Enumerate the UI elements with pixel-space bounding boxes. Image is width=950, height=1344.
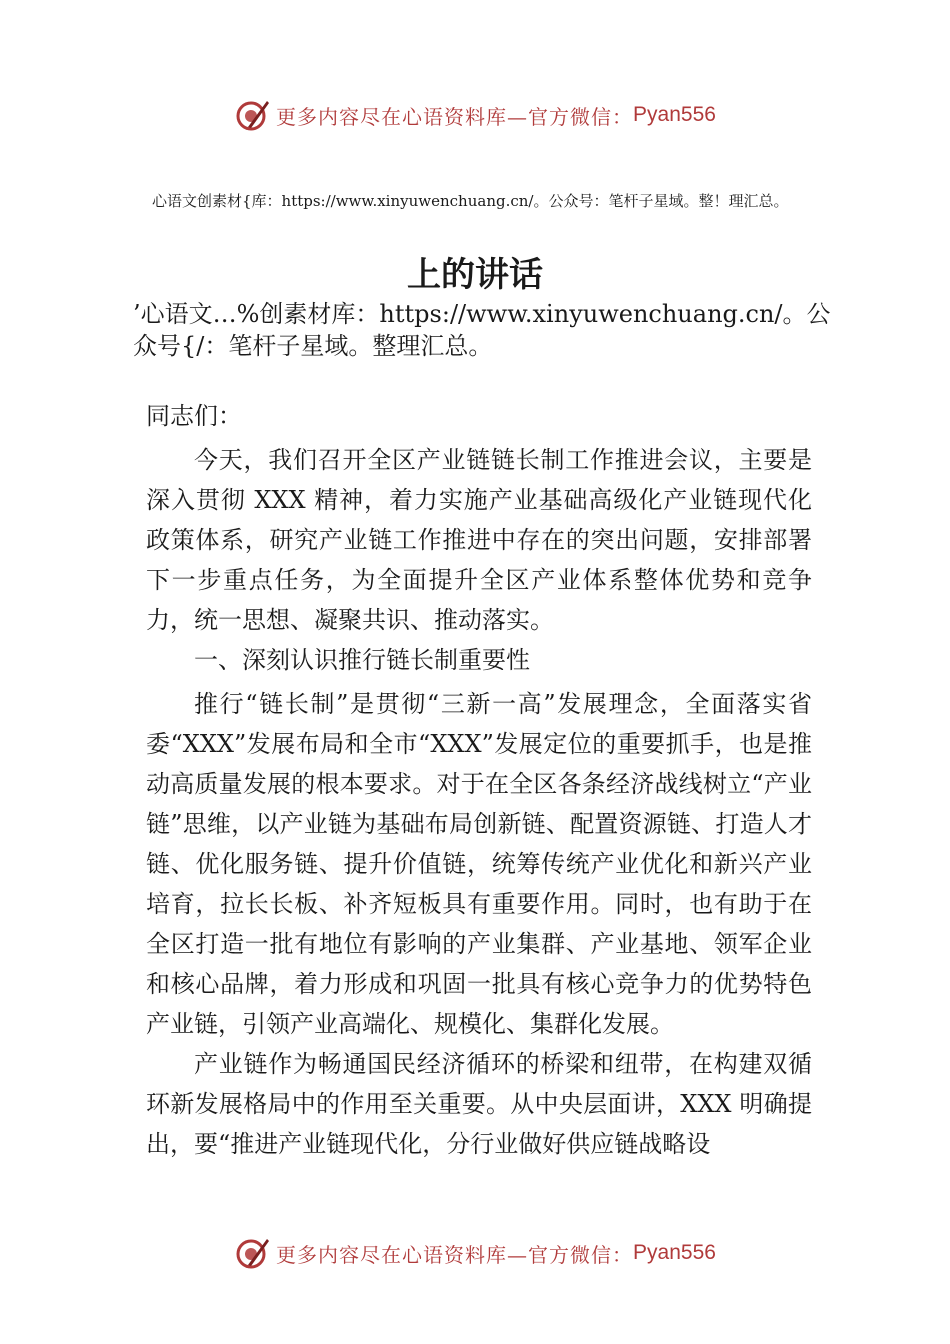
header-source-note: 心语文创素材{库：https://www.xinyuwenchuang.cn/。公众号：笔杆子星域。整！理汇总。 [152,192,789,210]
watermark-text: 更多内容尽在心语资料库—官方微信： [276,104,634,129]
section-heading: 一、深刻认识推行链长制重要性 [194,646,530,674]
greeting: 同志们： [146,402,242,430]
watermark-wechat-id: Pyan556 [633,1241,716,1264]
watermark-text: 更多内容尽在心语资料库—官方微信： [276,1242,634,1267]
speech-body [146,396,812,1164]
pen-logo-icon [234,97,270,133]
bottom-watermark-banner [0,1233,950,1273]
paragraph-industry-chain: 产业链作为畅通国民经济循环的桥梁和纽带，在构建双循环新发展格局中的作用至关重要。从中央层面讲，XXX 明确提出，要“推进产业链现代化，分行业做好供应链战略设 [146,1050,812,1158]
watermark-wechat-id: Pyan556 [633,103,716,126]
document-title: 上的讲话 [407,255,543,295]
paragraph-intro: 今天，我们召开全区产业链链长制工作推进会议，主要是深入贯彻 XXX 精神，着力实施产业基础高级化产业链现代化政策体系，研究产业链工作推进中存在的突出问题，安排部署下一步重点任务，为全面提升全区产业体系整体优势和竞争力，统一思想、凝聚共识、推动落实。 [146,446,812,634]
pen-logo-icon [234,1235,270,1271]
paragraph-importance: 推行“链长制”是贯彻“三新一高”发展理念，全面落实省委“XXX”发展布局和全市“XXX”发展定位的重要抓手，也是推动高质量发展的根本要求。对于在全区各条经济战线树立“产业链”思维，以产业链为基础布局创新链、配置资源链、打造人才链、优化服务链、提升价值链，统筹传统产业优化和新兴产业培育，拉长长板、补齐短板具有重要作用。同时，也有助于在全区打造一批有地位有影响的产业集群、产业基地、领军企业和核心品牌，着力形成和巩固一批具有核心竞争力的优势特色产业链，引领产业高端化、规模化、集群化发展。 [146,690,812,1038]
top-watermark-banner [0,95,950,135]
source-note: ’心语文…%创素材库：https://www.xinyuwenchuang.cn/。公众号{/：笔杆子星域。整理汇总。 [133,300,831,360]
